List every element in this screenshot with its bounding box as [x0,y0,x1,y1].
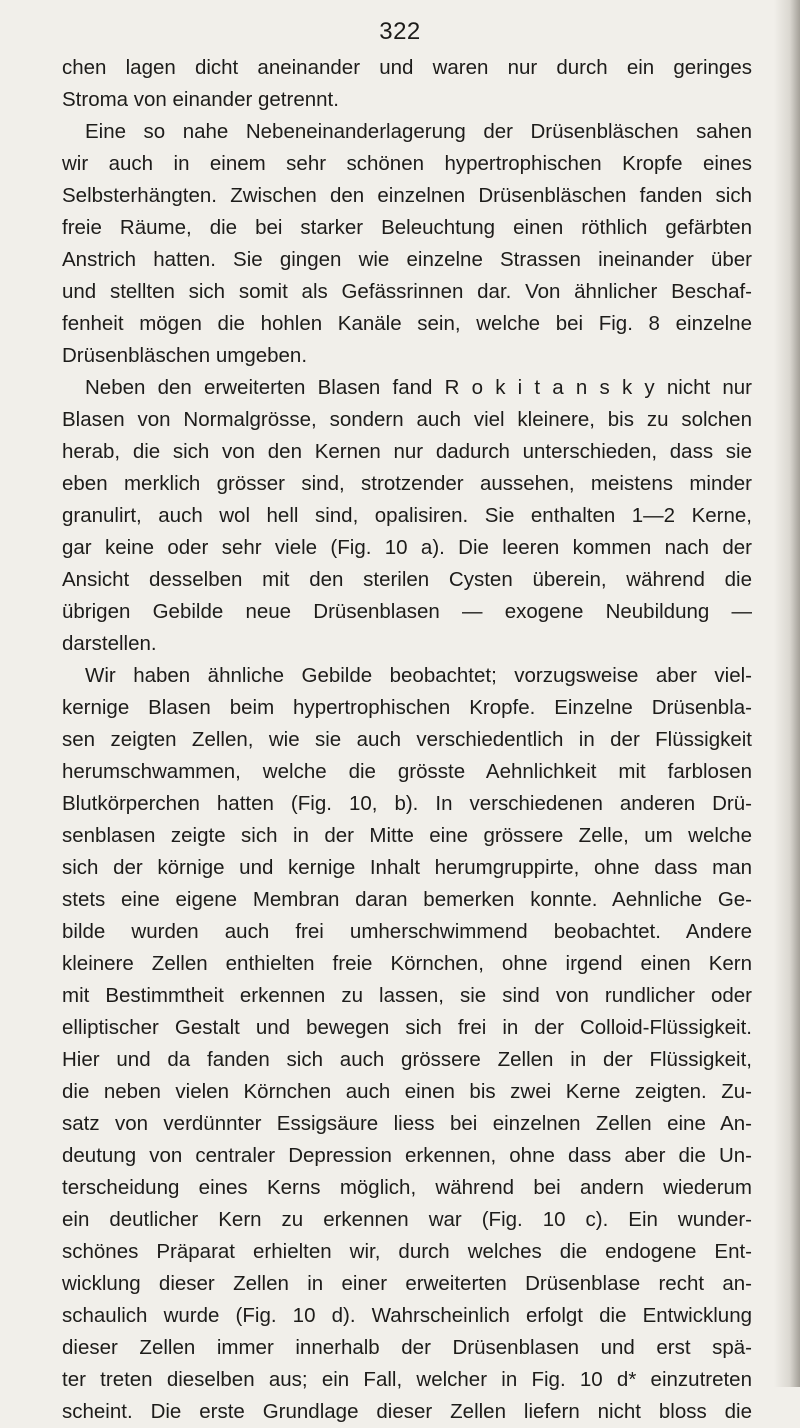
text-line: terscheidung eines Kerns möglich, während bei andern wiederum [62,1176,752,1199]
text-line: wicklung dieser Zellen in einer erweiterten Drüsenblase recht an- [62,1272,752,1295]
text-line: schönes Präparat erhielten wir, durch welches die endogene Ent- [62,1240,752,1263]
text-line: und stellten sich somit als Gefässrinnen dar. Von ähnlicher Beschaf- [62,280,752,303]
text-line: bilde wurden auch frei umherschwimmend beobachtet. Andere [62,920,752,943]
text-line: Ansicht desselben mit den sterilen Cysten überein, während die [62,568,752,591]
text-line: die neben vielen Körnchen auch einen bis zwei Kerne zeigten. Zu- [62,1080,752,1103]
text-line: satz von verdünnter Essigsäure liess bei einzelnen Zellen eine An- [62,1112,752,1135]
text-line: darstellen. [62,632,157,655]
text-line: elliptischer Gestalt und bewegen sich frei in der Colloid-Flüssigkeit. [62,1016,752,1039]
text-line: Blasen von Normalgrösse, sondern auch viel kleinere, bis zu solchen [62,408,752,431]
text-line: dieser Zellen immer innerhalb der Drüsenblasen und erst spä- [62,1336,752,1359]
text-line: mit Bestimmtheit erkennen zu lassen, sie sind von rundlicher oder [62,984,752,1007]
text-line: scheint. Die erste Grundlage dieser Zellen liefern nicht bloss die [62,1400,752,1423]
text-line: wir auch in einem sehr schönen hypertrophischen Kropfe eines [62,152,752,175]
text-line: Neben den erweiterten Blasen fand R o k i t a n s k y nicht nur [85,376,752,399]
text-line: stets eine eigene Membran daran bemerken konnte. Aehnliche Ge- [62,888,752,911]
text-line: herumschwammen, welche die grösste Aehnlichkeit mit farblosen [62,760,752,783]
text-line: Anstrich hatten. Sie gingen wie einzelne Strassen ineinander über [62,248,752,271]
text-line: fenheit mögen die hohlen Kanäle sein, welche bei Fig. 8 einzelne [62,312,752,335]
page-edge-shadow [774,0,800,1387]
text-line: Stroma von einander getrennt. [62,88,339,111]
text-line: chen lagen dicht aneinander und waren nur durch ein geringes [62,56,752,79]
text-line: kernige Blasen beim hypertrophischen Kropfe. Einzelne Drüsenbla- [62,696,752,719]
text-line: Hier und da fanden sich auch grössere Zellen in der Flüssigkeit, [62,1048,752,1071]
page-number: 322 [379,18,421,45]
text-line: übrigen Gebilde neue Drüsenblasen — exogene Neubildung — [62,600,752,623]
text-line: Selbsterhängten. Zwischen den einzelnen Drüsenbläschen fanden sich [62,184,752,207]
text-line: schaulich wurde (Fig. 10 d). Wahrscheinlich erfolgt die Entwicklung [62,1304,752,1327]
text-line: Blutkörperchen hatten (Fig. 10, b). In verschiedenen anderen Drü- [62,792,752,815]
text-line: Drüsenbläschen umgeben. [62,344,308,367]
text-line: sich der körnige und kernige Inhalt herumgruppirte, ohne dass man [62,856,752,879]
text-line: gar keine oder sehr viele (Fig. 10 a). Die leeren kommen nach der [62,536,752,559]
text-line: Eine so nahe Nebeneinanderlagerung der Drüsenbläschen sahen [85,120,752,143]
text-line: herab, die sich von den Kernen nur dadurch unterschieden, dass sie [62,440,752,463]
text-line: freie Räume, die bei starker Beleuchtung einen röthlich gefärbten [62,216,752,239]
text-line: ein deutlicher Kern zu erkennen war (Fig. 10 c). Ein wunder- [62,1208,752,1231]
text-line: Wir haben ähnliche Gebilde beobachtet; vorzugsweise aber viel- [85,664,752,687]
text-line: senblasen zeigte sich in der Mitte eine grössere Zelle, um welche [62,824,752,847]
text-line: sen zeigten Zellen, wie sie auch verschiedentlich in der Flüssigkeit [62,728,752,751]
text-line: granulirt, auch wol hell sind, opalisiren. Sie enthalten 1—2 Kerne, [62,504,752,527]
text-line: kleinere Zellen enthielten freie Körnchen, ohne irgend einen Kern [62,952,752,975]
text-line: eben merklich grösser sind, strotzender aussehen, meistens minder [62,472,752,495]
text-line: deutung von centraler Depression erkennen, ohne dass aber die Un- [62,1144,752,1167]
body-text [62,52,752,1428]
text-line: ter treten dieselben aus; ein Fall, welcher in Fig. 10 d* einzutreten [62,1368,752,1391]
